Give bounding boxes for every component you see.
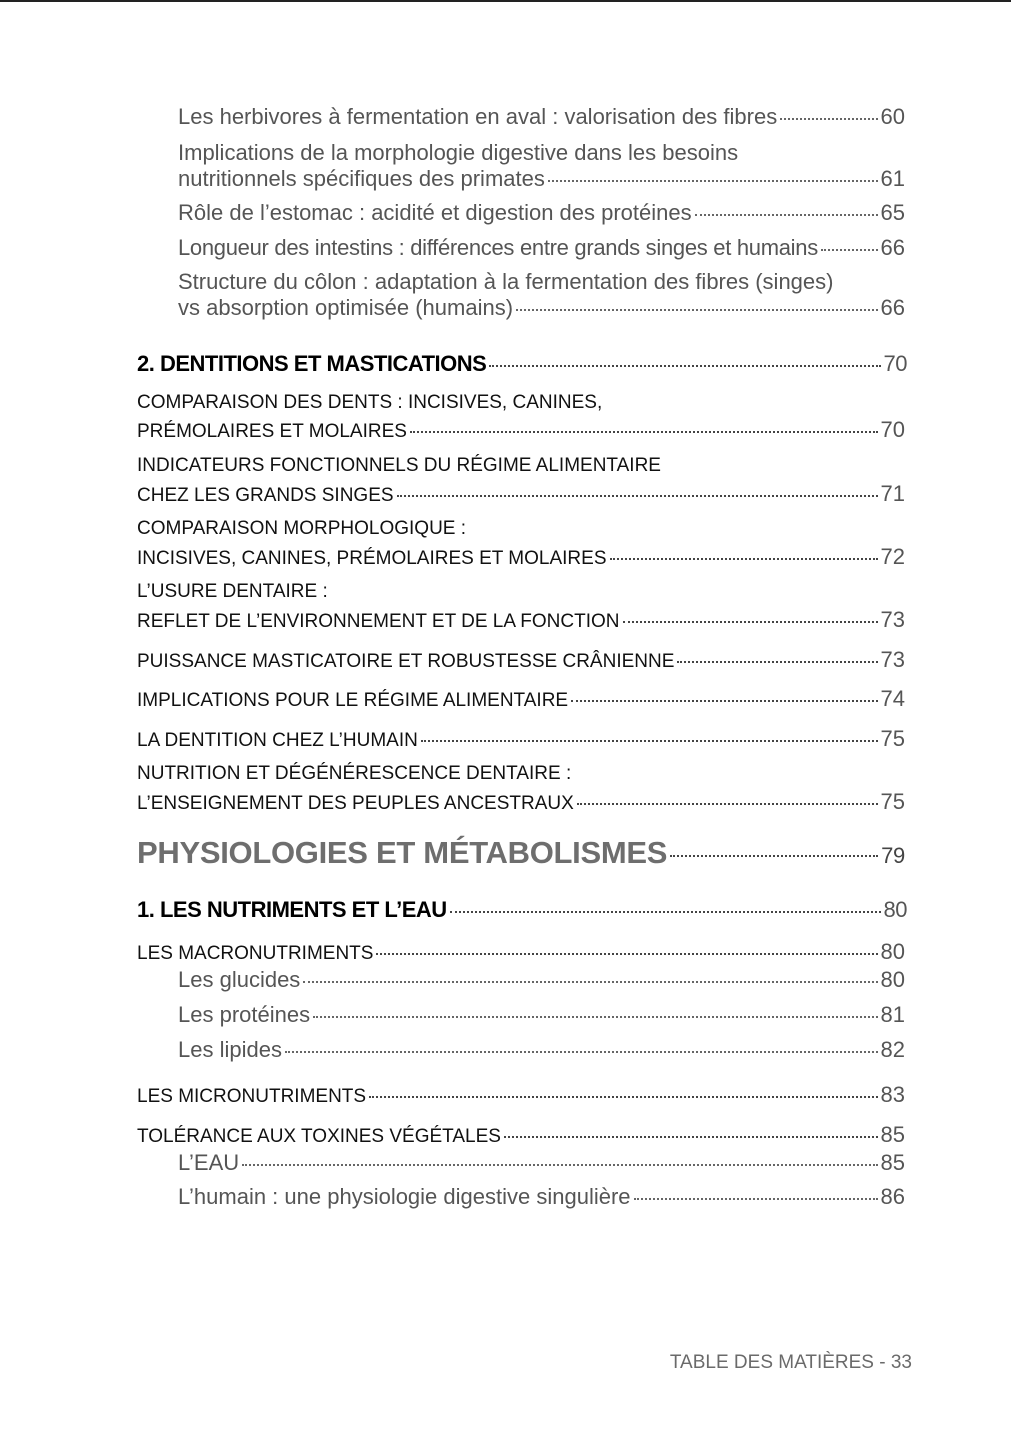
toc-entry-label: vs absorption optimisée (humains): [178, 295, 514, 320]
toc-entry-label: LA DENTITION CHEZ L’HUMAIN: [137, 730, 418, 751]
dot-leader: [504, 1136, 878, 1138]
toc-entry-label: L’ENSEIGNEMENT DES PEUPLES ANCESTRAUX: [137, 793, 574, 814]
toc-entry-label-line1[interactable]: Implications de la morphologie digestive dans les besoins: [178, 140, 739, 165]
toc-entry-page: 75: [880, 789, 905, 814]
dot-leader: [623, 621, 878, 623]
toc-entry-label-line1[interactable]: L’USURE DENTAIRE :: [137, 581, 328, 602]
toc-entry-page: 79: [881, 843, 905, 868]
dot-leader: [516, 309, 877, 311]
dot-leader: [577, 803, 878, 805]
toc-section-heading[interactable]: [137, 351, 907, 377]
toc-entry-page: 81: [880, 1002, 905, 1027]
toc-entry-label-line1[interactable]: COMPARAISON DES DENTS : INCISIVES, CANINES,: [137, 392, 603, 413]
toc-entry[interactable]: [137, 544, 905, 570]
toc-entry-page: 71: [880, 481, 905, 506]
dot-leader: [303, 981, 877, 983]
toc-entry-page: 61: [880, 166, 905, 191]
toc-entry-label: CHEZ LES GRANDS SINGES: [137, 485, 394, 506]
toc-entry[interactable]: [178, 200, 905, 226]
toc-entry-label: Longueur des intestins : différences entre grands singes et humains: [178, 235, 818, 260]
toc-entry[interactable]: [178, 235, 905, 261]
dot-leader: [450, 911, 881, 913]
toc-entry-label: 2. DENTITIONS ET MASTICATIONS: [137, 351, 487, 376]
dot-leader: [421, 740, 878, 742]
toc-entry[interactable]: [178, 104, 905, 130]
toc-entry-page: 73: [880, 647, 905, 672]
toc-entry-label-line1[interactable]: NUTRITION ET DÉGÉNÉRESCENCE DENTAIRE :: [137, 763, 572, 784]
toc-entry-label: LES MACRONUTRIMENTS: [137, 943, 374, 964]
toc-entry-page: 80: [880, 939, 905, 964]
dot-leader: [634, 1198, 878, 1200]
dot-leader: [548, 180, 878, 182]
toc-entry-label: LES MICRONUTRIMENTS: [137, 1086, 367, 1107]
toc-entry[interactable]: [137, 789, 905, 815]
toc-entry-label: nutritionnels spécifiques des primates: [178, 166, 545, 191]
toc-entry-label: PHYSIOLOGIES ET MÉTABOLISMES: [137, 835, 668, 870]
toc-entry-page: 73: [880, 607, 905, 632]
toc-entry-label-line1[interactable]: INDICATEURS FONCTIONNELS DU RÉGIME ALIMENTAIRE: [137, 455, 661, 476]
toc-entry-page: 66: [880, 235, 905, 260]
toc-entry[interactable]: [178, 1150, 905, 1176]
toc-entry-page: 74: [880, 686, 905, 711]
page-footer: TABLE DES MATIÈRES - 33: [669, 1352, 912, 1373]
toc-section-heading[interactable]: [137, 897, 907, 923]
toc-entry[interactable]: [137, 1082, 905, 1108]
toc-entry-label: INCISIVES, CANINES, PRÉMOLAIRES ET MOLAIRES: [137, 548, 607, 569]
toc-entry-page: 70: [880, 417, 905, 442]
dot-leader: [397, 495, 878, 497]
dot-leader: [677, 661, 877, 663]
dot-leader: [313, 1016, 877, 1018]
toc-entry[interactable]: [137, 417, 905, 443]
toc-entry[interactable]: [137, 647, 905, 673]
dot-leader: [821, 249, 878, 251]
toc-entry-label: Les herbivores à fermentation en aval : valorisation des fibres: [178, 104, 778, 129]
dot-leader: [670, 855, 878, 857]
toc-entry-page: 82: [880, 1037, 905, 1062]
dot-leader: [242, 1164, 877, 1166]
toc-entry-label: TOLÉRANCE AUX TOXINES VÉGÉTALES: [137, 1126, 501, 1147]
toc-entry-page: 72: [880, 544, 905, 569]
toc-entry-page: 66: [880, 295, 905, 320]
dot-leader: [285, 1051, 878, 1053]
toc-entry-page: 83: [880, 1082, 905, 1107]
toc-entry[interactable]: [178, 1184, 905, 1210]
dot-leader: [410, 431, 878, 433]
top-rule: [0, 0, 1011, 2]
toc-entry[interactable]: [137, 481, 905, 507]
dot-leader: [695, 214, 878, 216]
dot-leader: [571, 700, 877, 702]
toc-entry-label: Les lipides: [178, 1037, 282, 1062]
toc-entry-page: 86: [880, 1184, 905, 1209]
toc-entry-label: L’humain : une physiologie digestive singulière: [178, 1184, 631, 1209]
toc-entry-page: 60: [880, 104, 905, 129]
toc-entry-label-line1[interactable]: COMPARAISON MORPHOLOGIQUE :: [137, 518, 467, 539]
toc-entry[interactable]: [137, 686, 905, 712]
dot-leader: [780, 118, 877, 120]
toc-entry-page: 65: [880, 200, 905, 225]
toc-entry[interactable]: [137, 607, 905, 633]
toc-entry[interactable]: [137, 726, 905, 752]
toc-entry-page: 70: [883, 351, 907, 376]
toc-entry-label: 1. LES NUTRIMENTS ET L’EAU: [137, 897, 447, 922]
toc-entry[interactable]: [178, 1002, 905, 1028]
toc-entry-page: 85: [880, 1150, 905, 1175]
toc-entry-label-line1[interactable]: Structure du côlon : adaptation à la fermentation des fibres (singes): [178, 269, 834, 294]
toc-entry-label: PUISSANCE MASTICATOIRE ET ROBUSTESSE CRÂNIENNE: [137, 651, 675, 672]
dot-leader: [489, 365, 880, 367]
toc-entry-page: 80: [880, 967, 905, 992]
toc-entry[interactable]: [137, 1122, 905, 1148]
toc-entry-label: Rôle de l’estomac : acidité et digestion des protéines: [178, 200, 692, 225]
toc-entry-label: L’EAU: [178, 1150, 240, 1175]
toc-entry[interactable]: [178, 967, 905, 993]
toc-entry[interactable]: [178, 295, 905, 321]
toc-entry-page: 85: [880, 1122, 905, 1147]
toc-entry[interactable]: [178, 1037, 905, 1063]
toc-entry-label: PRÉMOLAIRES ET MOLAIRES: [137, 421, 407, 442]
toc-entry-label: Les glucides: [178, 967, 301, 992]
toc-entry-label: IMPLICATIONS POUR LE RÉGIME ALIMENTAIRE: [137, 690, 569, 711]
toc-entry-page: 75: [880, 726, 905, 751]
toc-part-heading[interactable]: [137, 835, 905, 871]
toc-entry[interactable]: [178, 166, 905, 192]
toc-entry-label: REFLET DE L’ENVIRONNEMENT ET DE LA FONCTION: [137, 611, 620, 632]
dot-leader: [369, 1096, 877, 1098]
toc-entry[interactable]: [137, 939, 905, 965]
dot-leader: [376, 953, 877, 955]
toc-entry-page: 80: [883, 897, 907, 922]
toc-entry-label: Les protéines: [178, 1002, 311, 1027]
dot-leader: [610, 558, 878, 560]
